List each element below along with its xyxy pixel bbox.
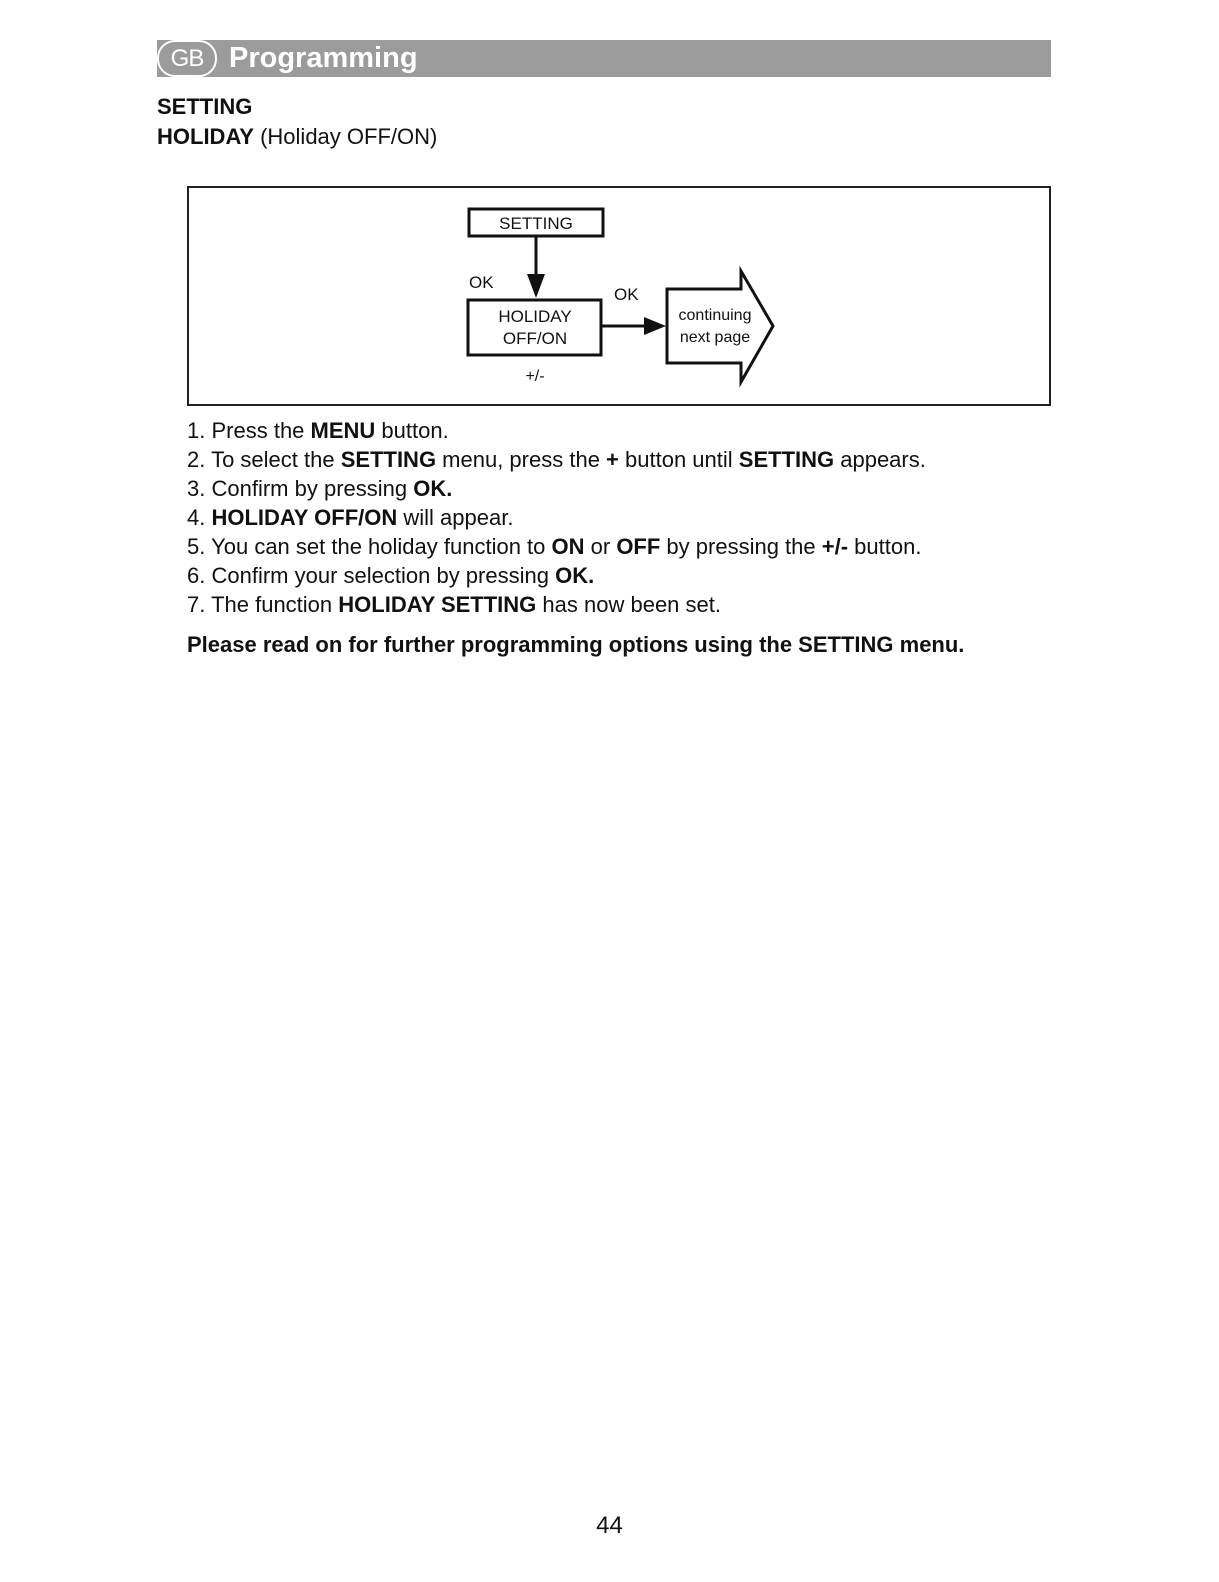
heading-holiday-bold: HOLIDAY: [157, 124, 254, 149]
flow-diagram-svg: [189, 188, 1053, 408]
continue-line2: next page: [679, 329, 751, 346]
flow-diagram: [187, 186, 1051, 406]
step-text: Press the: [211, 418, 311, 443]
arrow-right-head: [644, 317, 666, 335]
step-text: button.: [375, 418, 449, 443]
heading-holiday: [157, 123, 437, 151]
heading-setting: [157, 93, 252, 121]
setting-box-label: SETTING: [499, 214, 573, 233]
section-title: Programming: [229, 42, 418, 74]
step-item: [187, 561, 926, 590]
step-text: will appear.: [397, 505, 514, 530]
page-number: 44: [596, 1512, 623, 1539]
step-bold-text: HOLIDAY OFF/ON: [211, 505, 398, 530]
step-item: [187, 474, 926, 503]
heading-holiday-rest: (Holiday OFF/ON): [253, 124, 438, 149]
step-text: The function: [211, 592, 339, 617]
step-bold-text: OK.: [555, 563, 595, 588]
step-text: menu, press the: [436, 447, 607, 472]
ok-down-label: OK: [469, 273, 494, 292]
step-text: or: [584, 534, 617, 559]
step-item: [187, 532, 926, 561]
step-text: button.: [848, 534, 922, 559]
plus-minus-label: +/-: [525, 368, 545, 385]
step-bold-text: +: [606, 447, 619, 472]
step-item: [187, 590, 926, 619]
continue-line1: continuing: [678, 307, 752, 324]
step-text: button until: [618, 447, 739, 472]
step-number: 3.: [187, 476, 206, 501]
holiday-box-line1: HOLIDAY: [498, 307, 572, 326]
language-badge: GB: [157, 40, 217, 77]
step-number: 5.: [187, 534, 206, 559]
step-text: You can set the holiday function to: [211, 534, 552, 559]
further-reading-note: Please read on for further programming options using the SETTING menu.: [187, 632, 965, 657]
step-bold-text: OK.: [413, 476, 453, 501]
steps-list: [187, 416, 926, 619]
holiday-box-line2: OFF/ON: [502, 329, 568, 348]
step-bold-text: SETTING: [738, 447, 835, 472]
step-bold-text: ON: [551, 534, 585, 559]
step-bold-text: SETTING: [340, 447, 437, 472]
ok-right-label: OK: [614, 285, 639, 304]
step-item: [187, 503, 926, 532]
step-text: To select the: [211, 447, 341, 472]
step-text: Confirm your selection by pressing: [211, 563, 556, 588]
step-number: 4.: [187, 505, 206, 530]
step-number: 7.: [187, 592, 206, 617]
step-bold-text: MENU: [310, 418, 376, 443]
step-text: by pressing the: [660, 534, 822, 559]
arrow-down-head: [527, 274, 545, 298]
step-item: [187, 445, 926, 474]
step-bold-text: HOLIDAY SETTING: [338, 592, 537, 617]
step-item: [187, 416, 926, 445]
heading-setting-text: SETTING: [157, 94, 253, 119]
step-text: has now been set.: [536, 592, 721, 617]
continue-arrow: [667, 271, 773, 382]
step-text: Confirm by pressing: [211, 476, 414, 501]
step-text: appears.: [834, 447, 926, 472]
step-bold-text: +/-: [821, 534, 849, 559]
step-number: 6.: [187, 563, 206, 588]
step-bold-text: OFF: [616, 534, 661, 559]
step-number: 2.: [187, 447, 206, 472]
step-number: 1.: [187, 418, 206, 443]
